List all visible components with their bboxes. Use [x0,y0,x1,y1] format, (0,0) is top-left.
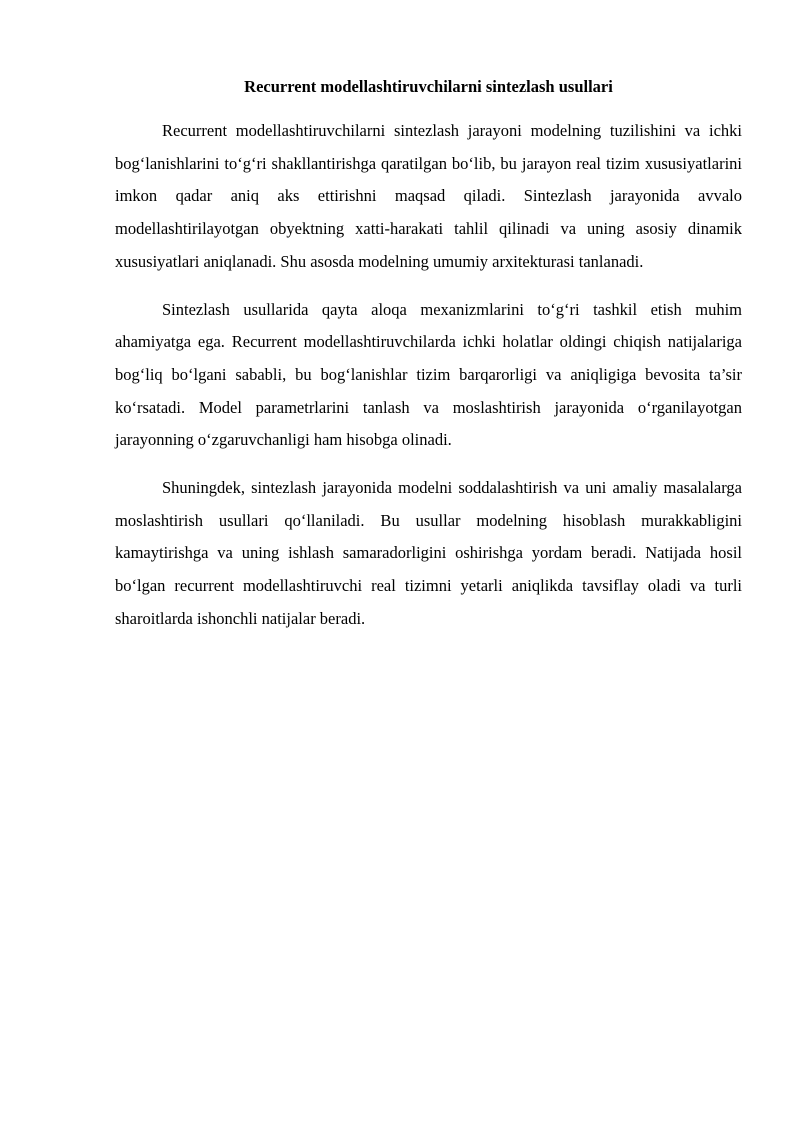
document-body [115,76,742,651]
paragraph-3: Shuningdek, sintezlash jarayonida modelni soddalashtirish va uni amaliy masalalarga moslashtirish usullari qo‘llaniladi. Bu usullar modelning hisoblash murakkabligini kamaytirishga va uning ishlash samaradorligini oshirishga yordam beradi. Natijada hosil bo‘lgan recurrent modellashtiruvchi real tizimni yetarli aniqlikda tavsiflay oladi va turli sharoitlarda ishonchli natijalar beradi. [115,478,742,628]
paragraph-2: Sintezlash usullarida qayta aloqa mexanizmlarini to‘g‘ri tashkil etish muhim ahamiyatga ega. Recurrent modellashtiruvchilarda ichki holatlar oldingi chiqish natijalariga bog‘liq bo‘lgani sababli, bu bog‘lanishlar tizim barqarorligi va aniqligiga bevosita ta’sir ko‘rsatadi. Model parametrlarini tanlash va moslashtirish jarayonida o‘rganilayotgan jarayonning o‘zgaruvchanligi ham hisobga olinadi. [115,299,742,450]
paragraph-1: Recurrent modellashtiruvchilarni sintezlash jarayoni modelning tuzilishini va ichki bog‘lanishlarini to‘g‘ri shakllantirishga qaratilgan bo‘lib, bu jarayon real tizim xususiyatlarini imkon qadar aniq aks ettirishni maqsad qiladi. Sintezlash jarayonida avvalo modellashtirilayotgan obyektning xatti-harakati tahlil qilinadi va uning asosiy dinamik xususiyatlari aniqlanadi. Shu asosda modelning umumiy arxitekturasi tanlanadi. [115,121,742,271]
document-title: Recurrent modellashtiruvchilarni sintezlash usullari [244,77,613,96]
